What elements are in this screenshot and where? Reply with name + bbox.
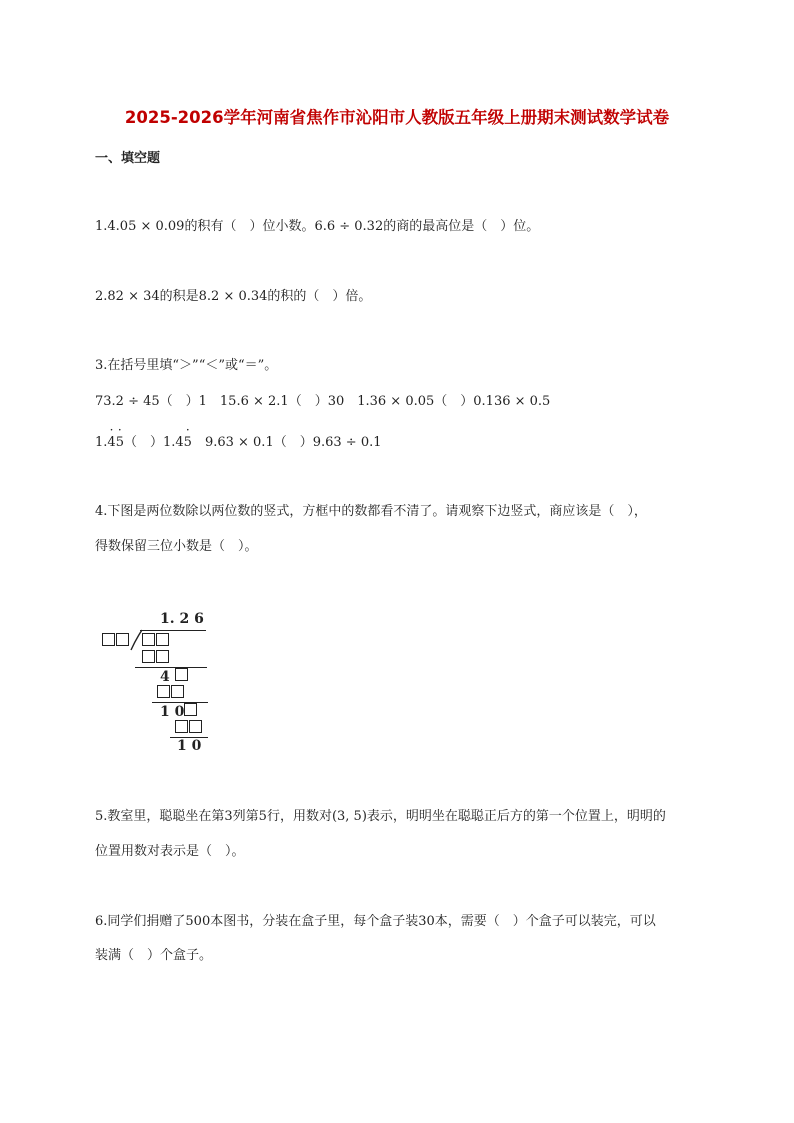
- product-boxes-2: [157, 685, 185, 702]
- section-heading: 一、填空题: [95, 151, 161, 166]
- dividend-boxes: [142, 633, 170, 650]
- digits-10: 1 0: [160, 704, 185, 720]
- question-6-line-1: 6.同学们捐赠了500本图书，分装在盒子里，每个盒子装30本，需要（ ）个盒子可以装完，可以: [95, 914, 656, 929]
- question-3-row-1: 73.2 ÷ 45（ ）1 15.6 × 2.1（ ）30 1.36 × 0.05（ ）0.136 × 0.5: [95, 394, 551, 409]
- divisor-boxes: [102, 633, 130, 650]
- question-1: 1.4.05 × 0.09的积有（ ）位小数。6.6 ÷ 0.32的商的最高位是（ ）位。: [95, 219, 540, 234]
- question-3-row-2: [95, 431, 382, 450]
- question-5-line-2: 位置用数对表示是（ ）。: [95, 844, 245, 859]
- row2-part-c: 9.63 × 0.1（ ）9.63 ÷ 0.1: [191, 435, 382, 450]
- question-2: 2.82 × 34的积是8.2 × 0.34的积的（ ）倍。: [95, 289, 372, 304]
- question-3-title: 3.在括号里填“＞”“＜”或“＝”。: [95, 358, 278, 373]
- remainder-2: [160, 703, 198, 720]
- product-boxes-3: [175, 720, 203, 737]
- digit-4: 4: [160, 669, 170, 685]
- row2-part-a: 1.: [95, 435, 108, 450]
- division-bar: [140, 630, 206, 631]
- long-division-figure: [100, 608, 220, 758]
- repeating-digit: · 5: [116, 435, 124, 450]
- product-boxes-1: [142, 650, 170, 667]
- repeating-digit: · 5: [184, 435, 192, 450]
- row2-part-b: （ ）1.4: [123, 435, 184, 450]
- quotient: 1. 2 6: [160, 611, 204, 627]
- question-5-line-1: 5.教室里，聪聪坐在第3列第5行，用数对(3, 5)表示，明明坐在聪聪正后方的第一个位置上，明明的: [95, 809, 666, 824]
- remainder-1: [160, 668, 189, 685]
- page-title: 2025-2026学年河南省焦作市沁阳市人教版五年级上册期末测试数学试卷: [124, 108, 670, 127]
- final-remainder: 1 0: [177, 738, 202, 754]
- repeating-digit: · 4: [107, 435, 115, 450]
- question-4-line-1: 4.下图是两位数除以两位数的竖式，方框中的数都看不清了。请观察下边竖式，商应该是（ ），: [95, 504, 647, 519]
- question-6-line-2: 装满（ ）个盒子。: [95, 948, 213, 963]
- question-4-line-2: 得数保留三位小数是（ ）。: [95, 539, 258, 554]
